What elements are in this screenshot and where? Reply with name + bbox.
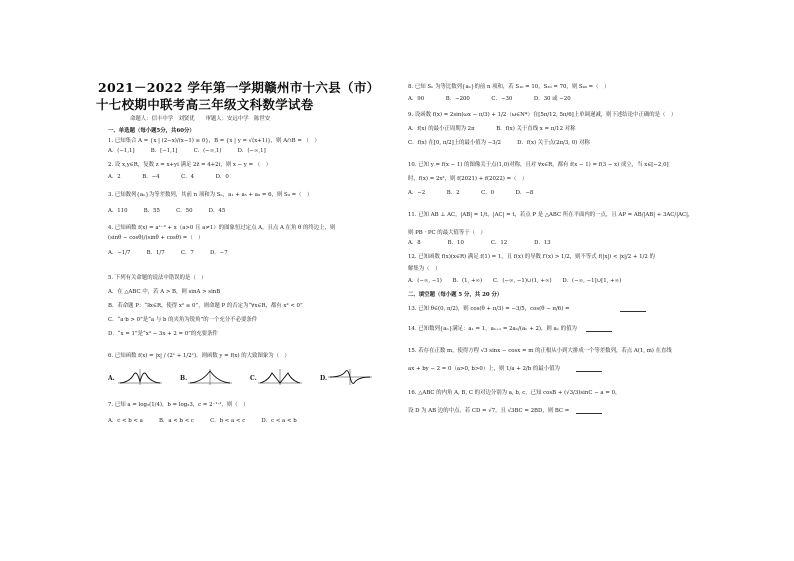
question-2-options: A．2 B．−4 C．4 D．0 bbox=[108, 174, 229, 180]
answer-blank-16 bbox=[576, 408, 602, 414]
question-14: 14. 已知数列{aₙ}满足：a₁ = 1，aₙ₊₁ = 2aₙ/(aₙ + 2)，则 aₙ 的值为 bbox=[408, 326, 577, 332]
question-6: 6. 已知函数 f(x) = |x| / (2ˣ + 1/2ˣ)，则函数 y = f(x) 的大致图象为（ ） bbox=[108, 353, 290, 359]
question-15: 15. 若存在正数 m，使得方程 √3 sinx − cosx = m 的正根从小到大排成一个等差数列，若点 A(1, m) 在直线 bbox=[408, 348, 672, 354]
question-5: 5. 下列有关命题的说法中错误的是（ ） bbox=[108, 275, 207, 281]
question-13: 13. 已知 θ∈(0, π/2)，则 cos(θ + π/3) = −3/5，cos(θ − π/6) = bbox=[408, 306, 570, 312]
graph-b bbox=[188, 368, 232, 386]
question-10: 10. 已知 y = f(x − 1) 的图像关于点(1,0)对称，且对 ∀x∈R，都有 f(x − 1) = f(3 − x) 成立，当 x∈[−2,0] bbox=[408, 162, 669, 168]
question-9: 9. 设函数 f(x) = 2sin(ωx − π/3) + 1/2（ω∈N*）在[5π/12, 5π/6]上单调递减，则下述结论中正确的是（ ） bbox=[408, 112, 677, 118]
graph-d bbox=[328, 368, 372, 386]
question-7-options: A．c < b < a B．a < b < c C．b < a < c D．c < a < b bbox=[108, 418, 297, 424]
answer-blank-15 bbox=[576, 366, 602, 372]
question-8: 8. 已知 Sₙ 为等比数列{aₙ}的前 n 项和，若 S₁₀ = 10，S₃₀ = 70，则 S₄₀ =（ ） bbox=[408, 84, 610, 90]
question-16-cont: 设 D 为 AB 边的中点，若 CD = √7，且 √3BC = 2BD，则 BC = bbox=[408, 408, 570, 414]
question-11-options: A．8 B．10 C．12 D．13 bbox=[408, 240, 551, 246]
graph-a bbox=[118, 368, 162, 386]
question-8-options: A．90 B．−200 C．−30 D．30 或 −20 bbox=[408, 96, 571, 102]
question-4-options: A．−1/7 B．1/7 C．7 D．−7 bbox=[108, 250, 228, 256]
question-4: 4. 已知函数 f(x) = aˣ⁻³ + x（a>0 且 a≠1）的图象恒过定点 A，且点 A 在角 θ 的终边上，则 bbox=[108, 225, 336, 231]
question-9-options-ab: A．f(x) 的最小正周期为 2π B．f(x) 关于直线 x = π/12 对称 bbox=[408, 126, 576, 132]
question-7: 7. 已知 a = log₃(1/4)，b = log₂3，c = 2⁻¹·¹，则（ ） bbox=[108, 402, 249, 408]
exam-title-line2: 十七校期中联考高三年级文科数学试卷 bbox=[96, 97, 314, 112]
question-10-cont: 时，f(x) = 2x²，则 f(2021) + f(2022) =（ ） bbox=[408, 176, 528, 182]
question-12-cont: 解集为（ ） bbox=[408, 266, 441, 272]
question-2: 2. 设 x,y∈R，复数 z = x+yi 满足 2z̄ = 4+2i，则 x − y = （ ） bbox=[108, 162, 271, 168]
question-5-option-a: A．在 △ABC 中，若 A > B，则 sinA > sinB bbox=[108, 289, 221, 295]
question-11-cont: 则 PB · PC 的最大值等于（ ） bbox=[408, 230, 486, 236]
question-4-expression: (sinθ − cosθ)/(sinθ + cosθ) =（ ） bbox=[108, 235, 204, 241]
question-3: 3. 已知数列{aₙ}为等差数列，其前 n 项和为 Sₙ，a₁ + a₅ + a₉ = 6，则 S₉ =（ ） bbox=[108, 192, 313, 198]
graph-c-label: C. bbox=[250, 375, 257, 382]
authors-line: 命题人：信丰中学 刘贤优 审题人：安远中学 陈世安 bbox=[130, 116, 271, 122]
section-single-choice: 一、单选题（每小题5分，共60分） bbox=[108, 128, 195, 134]
section-fill-blank: 二、填空题（每小题 5 分，共 20 分） bbox=[408, 292, 503, 298]
question-9-options-cd: C．f(x) 在[0, π/2]上的最小值为 −3/2 D．f(x) 关于点(2π/3, 0) 对称 bbox=[408, 140, 590, 146]
question-12-options: A．(−∞, −1) B．(1, +∞) C．(−∞, −1)∪(1, +∞) D．(−∞, −1]∪[1, +∞) bbox=[408, 278, 622, 284]
question-5-option-b: B．若命题 P：“∃x∈R，使得 x² ≥ 0”，则命题 P 的否定为“∀x∈R，都有 x² < 0” bbox=[108, 303, 303, 309]
question-1-options: A．(−1,1] B．[−1,1] C．(−∞,1) D．(−∞,1] bbox=[108, 148, 266, 154]
question-12: 12. 已知函数 f(x)(x∈R) 满足 f(1) = 1，且 f(x) 的导数 f′(x) > 1/2，则不等式 f(|x|) < |x|/2 + 1/2 的 bbox=[408, 254, 655, 260]
question-15-cont: ax + by − 2 = 0（a>0, b>0）上，则 1/a + 2/b 的最小值为 bbox=[408, 366, 560, 372]
answer-blank-13 bbox=[620, 306, 646, 312]
graph-d-label: D. bbox=[320, 375, 328, 382]
question-11: 11. 已知 AB ⊥ AC，|AB| = 1/t，|AC| = t，若点 P 是 △ABC 所在平面内的一点，且 AP = AB/|AB| + 3AC/|AC|， bbox=[408, 212, 694, 218]
question-5-option-d: D．“x = 1”是“x² − 3x + 2 = 0”的充要条件 bbox=[108, 331, 218, 337]
exam-sheet bbox=[88, 70, 710, 450]
graph-a-label: A. bbox=[108, 375, 115, 382]
graph-b-label: B. bbox=[180, 375, 188, 382]
question-10-options: A．−2 B．2 C．0 D．−8 bbox=[408, 190, 534, 196]
answer-blank-14 bbox=[586, 326, 612, 332]
question-5-option-c: C．“a·b > 0”是“a 与 b 的夹角为锐角”的一个充分不必要条件 bbox=[108, 317, 258, 323]
question-1: 1. 已知集合 A = {x | (2−x)/(x−1) ≥ 0}，B = {x | y = √(x+1)}，则 A∩B = （ ） bbox=[108, 138, 320, 144]
graph-c bbox=[258, 368, 302, 386]
question-3-options: A．110 B．55 C．50 D．45 bbox=[108, 208, 226, 214]
question-16: 16. △ABC 的内角 A, B, C 的对边分别为 a, b, c，已知 cosB + (√3/3)sinC − a = 0， bbox=[408, 390, 621, 396]
exam-title-line1: 2021－2022 学年第一学期赣州市十六县（市） bbox=[98, 80, 380, 95]
